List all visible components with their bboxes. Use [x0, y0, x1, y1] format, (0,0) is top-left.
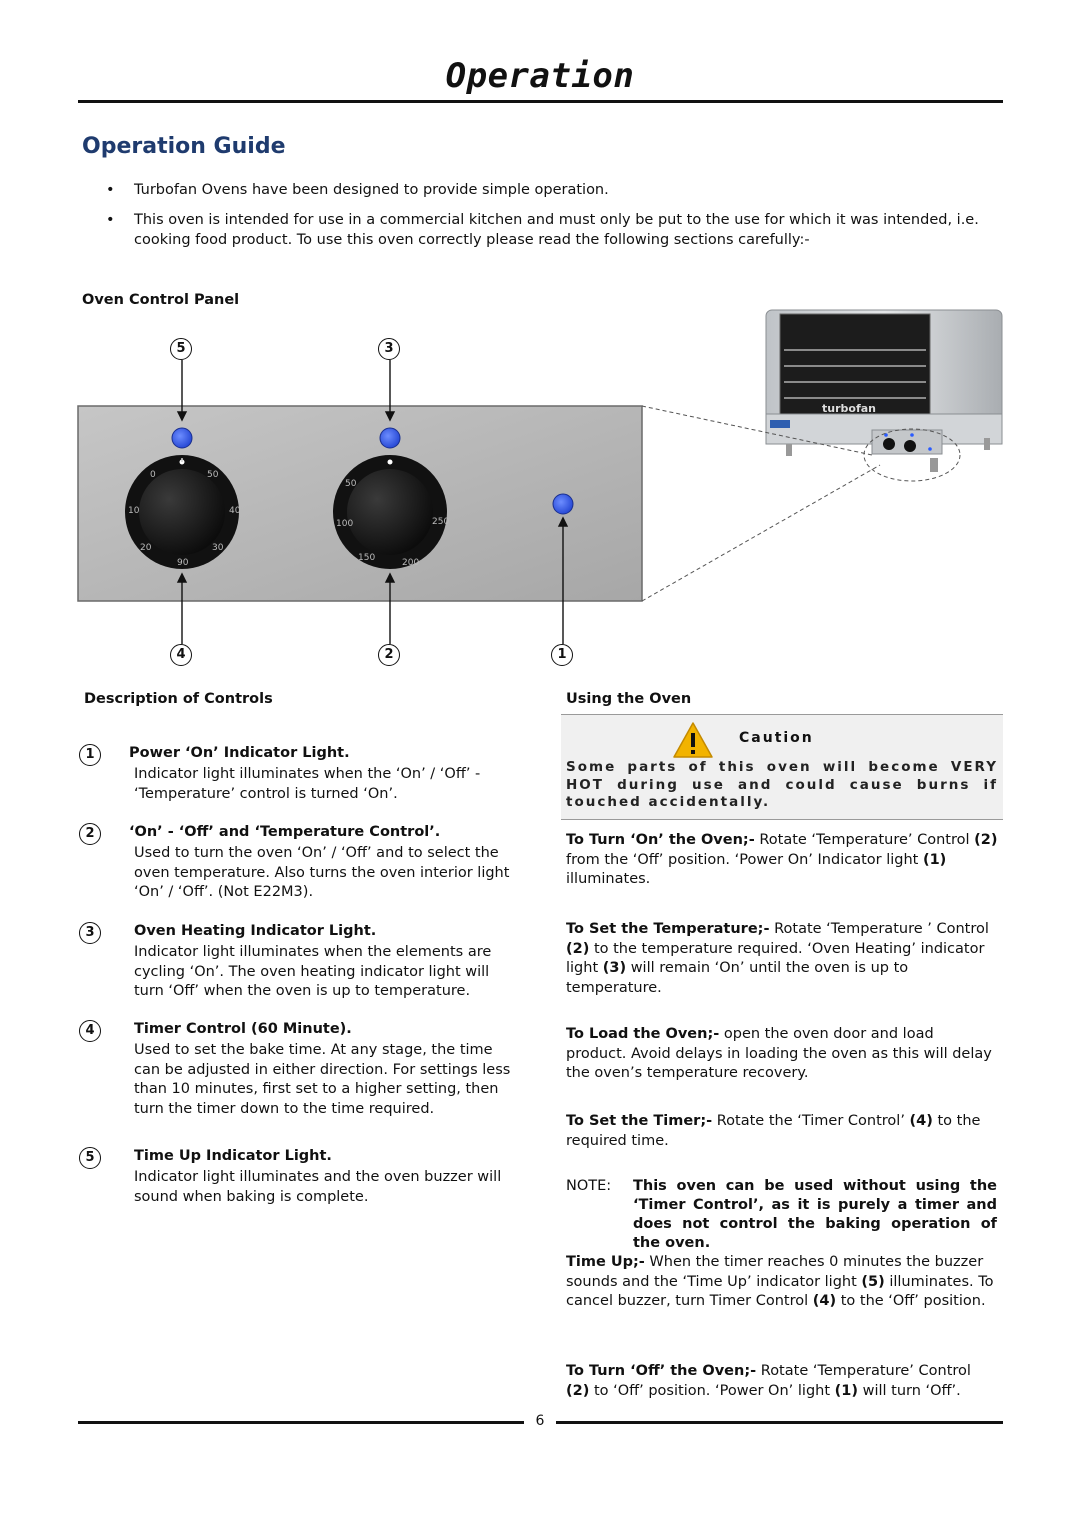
svg-text:250: 250 [432, 517, 450, 527]
note-label: NOTE: [566, 1178, 612, 1194]
svg-text:200: 200 [402, 558, 420, 568]
intro-bullet-2 [106, 210, 1006, 254]
svg-text:20: 20 [140, 543, 152, 553]
description-heading: Description of Controls [84, 691, 273, 707]
set-temperature-lead: To Set the Temperature;- [566, 921, 770, 937]
svg-text:150: 150 [358, 553, 376, 563]
control-panel-illustration [0, 300, 1080, 680]
turn-off-lead: To Turn ‘Off’ the Oven;- [566, 1363, 757, 1379]
svg-text:90: 90 [177, 558, 189, 568]
set-timer-instructions: To Set the Timer;- Rotate the ‘Timer Control’ (4) to the required time. [566, 1113, 981, 1149]
footer-rule-left [78, 1421, 524, 1424]
caution-box [561, 714, 1003, 820]
svg-text:100: 100 [336, 519, 354, 529]
svg-text:30: 30 [212, 543, 224, 553]
control-panel-heading: Oven Control Panel [82, 292, 240, 308]
set-temperature-instructions: To Set the Temperature;- Rotate ‘Temperature ’ Control (2) to the temperature required. ‘Oven Heating’ indicator light (3) will remain ‘On’ until the oven is up to temperature. [566, 921, 989, 997]
desc-text-1: Indicator light illuminates when the ‘On’ / ‘Off’ - ‘Temperature’ control is turned ‘On’. [134, 766, 481, 802]
desc-number-5: 5 [79, 1147, 101, 1169]
oven-heating-indicator-light [380, 428, 400, 448]
desc-title-4: Timer Control (60 Minute). [134, 1021, 352, 1037]
oven-illustration [766, 310, 1002, 472]
desc-text-3: Indicator light illuminates when the elements are cycling ‘On’. The oven heating indicator light will turn ‘Off’ when the oven is up to temperature. [134, 944, 492, 1000]
desc-number-3: 3 [79, 922, 101, 944]
load-oven-instructions: To Load the Oven;- open the oven door and load product. Avoid delays in loading the oven as this will delay the oven’s temperature recovery. [566, 1026, 992, 1082]
callout-2: 2 [378, 644, 400, 666]
desc-text-2: Used to turn the oven ‘On’ / ‘Off’ and to select the oven temperature. Also turns the oven interior light ‘On’ / ‘Off’. (Not E22M3). [134, 845, 510, 901]
callout-4: 4 [170, 644, 192, 666]
intro-bullet-1 [106, 180, 1006, 202]
turn-off-instructions: To Turn ‘Off’ the Oven;- Rotate ‘Temperature’ Control (2) to ‘Off’ position. ‘Power On’ light (1) will turn ‘Off’. [566, 1363, 971, 1399]
desc-number-2: 2 [79, 823, 101, 845]
time-up-instructions: Time Up;- When the timer reaches 0 minutes the buzzer sounds and the ‘Time Up’ indicator light (5) illuminates. To cancel buzzer, turn Timer Control (4) to the ‘Off’ position. [566, 1254, 994, 1310]
desc-title-1: Power ‘On’ Indicator Light. [129, 745, 350, 761]
svg-text:40: 40 [229, 506, 241, 516]
warning-triangle-icon [672, 721, 714, 759]
set-timer-lead: To Set the Timer;- [566, 1113, 713, 1129]
callout-3: 3 [378, 338, 400, 360]
page-title: Operation [445, 56, 635, 96]
callout-1: 1 [551, 644, 573, 666]
footer-rule-right [556, 1421, 1003, 1424]
bullet-icon: • [106, 182, 115, 198]
using-heading: Using the Oven [566, 691, 692, 707]
callout-5: 5 [170, 338, 192, 360]
desc-number-1: 1 [79, 744, 101, 766]
power-on-indicator-light [553, 494, 573, 514]
svg-text:0: 0 [150, 470, 156, 480]
turn-on-lead: To Turn ‘On’ the Oven;- [566, 832, 755, 848]
svg-text:50: 50 [345, 479, 357, 489]
bullet-icon: • [106, 212, 115, 228]
time-up-lead: Time Up;- [566, 1254, 645, 1270]
section-title: Operation Guide [82, 134, 286, 159]
desc-title-2: ‘On’ - ‘Off’ and ‘Temperature Control’. [129, 824, 441, 840]
intro-text-2: This oven is intended for use in a commercial kitchen and must only be put to the use for which it was intended, i.e. cooking food product. To use this oven correctly please read the following sections carefully:- [134, 212, 979, 248]
load-oven-lead: To Load the Oven;- [566, 1026, 720, 1042]
svg-text:50: 50 [207, 470, 219, 480]
note-text: This oven can be used without using the ‘Timer Control’, as it is purely a timer and does not control the baking operation of the oven. [633, 1178, 997, 1251]
caution-label: Caution [739, 730, 814, 746]
time-up-indicator-light [172, 428, 192, 448]
svg-text:turbofan: turbofan [822, 402, 876, 415]
desc-title-5: Time Up Indicator Light. [134, 1148, 332, 1164]
intro-text-1: Turbofan Ovens have been designed to provide simple operation. [134, 182, 609, 198]
turn-on-instructions: To Turn ‘On’ the Oven;- Rotate ‘Temperature’ Control (2) from the ‘Off’ position. ‘Power On’ Indicator light (1) illuminates. [566, 832, 998, 888]
title-rule [78, 100, 1003, 103]
page-number: 6 [535, 1413, 545, 1429]
caution-text: Some parts of this oven will become VERY HOT during use and could cause burns if touched accidentally. [566, 759, 998, 810]
desc-text-4: Used to set the bake time. At any stage, the time can be adjusted in either direction. For settings less than 10 minutes, first set to a higher setting, then turn the timer down to the time required. [134, 1042, 511, 1118]
desc-number-4: 4 [79, 1020, 101, 1042]
desc-title-3: Oven Heating Indicator Light. [134, 923, 377, 939]
desc-text-5: Indicator light illuminates and the oven buzzer will sound when baking is complete. [134, 1169, 502, 1205]
svg-text:10: 10 [128, 506, 140, 516]
